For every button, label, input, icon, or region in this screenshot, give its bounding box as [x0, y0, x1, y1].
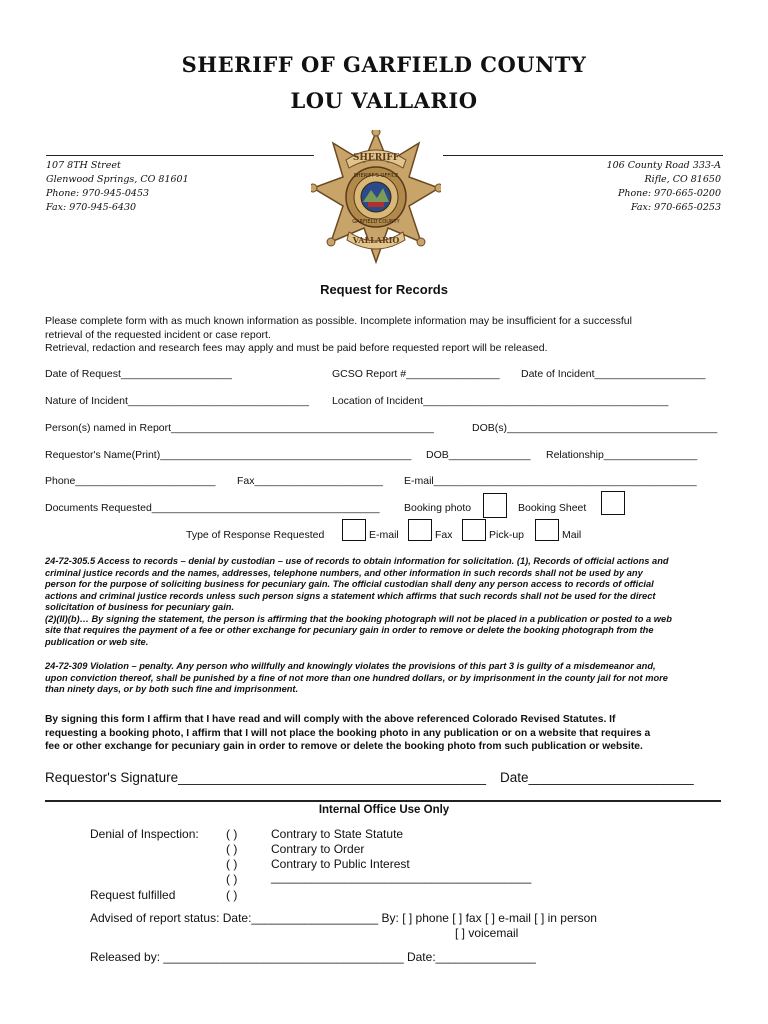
- right-address: [607, 159, 721, 215]
- email-field[interactable]: E-mail_____________________________________________: [404, 475, 697, 487]
- statute-line: solicitation of business for pecuniary gain.: [45, 602, 235, 612]
- badge-ring-top-text: SHERIFF'S OFFICE: [353, 173, 399, 179]
- form-title: Request for Records: [320, 282, 448, 297]
- denial-option-3[interactable]: ( ): [226, 857, 238, 871]
- fulfilled-option[interactable]: ( ): [226, 888, 238, 902]
- badge-ring-bottom-text: GARFIELD COUNTY: [352, 219, 400, 225]
- left-address-line: Fax: 970-945-6430: [46, 202, 137, 213]
- statute-line: criminal justice records and the names, addresses, telephone numbers, and other information in such records shall not be used by any: [45, 567, 643, 578]
- dob-field[interactable]: DOB______________: [426, 449, 531, 461]
- statute-line: person for the purpose of soliciting business for pecuniary gain. The official custodian shall deny any person access to records of official: [45, 579, 654, 589]
- sheriff-name: LOU VALLARIO: [290, 88, 478, 113]
- affirmation-line: requesting a booking photo, I affirm that I will not place the booking photo in any publication or on a website that requires a: [45, 727, 651, 739]
- header-left-rule: [46, 155, 314, 156]
- response-pickup-checkbox[interactable]: [462, 519, 486, 541]
- intro-line: Please complete form with as much known information as possible. Incomplete information may be insufficient for a successful: [45, 315, 632, 327]
- booking-photo-checkbox[interactable]: [483, 493, 507, 518]
- violation-text: [45, 661, 725, 696]
- statute-line: publication or web site.: [45, 636, 149, 647]
- advised-status-row[interactable]: Advised of report status: Date:___________________ By: [ ] phone [ ] fax [ ] e-mail [ ] in person: [90, 911, 597, 925]
- intro-line: Retrieval, redaction and research fees may apply and must be paid before requested report will be released.: [45, 342, 548, 354]
- affirmation-line: By signing this form I affirm that I have read and will comply with the above referenced Colorado Revised Statutes. If: [45, 714, 616, 725]
- left-address-line: Glenwood Springs, CO 81601: [46, 174, 189, 185]
- response-email-label: E-mail: [369, 529, 399, 541]
- gcso-report-field[interactable]: GCSO Report #________________: [332, 368, 500, 380]
- denial-option-2[interactable]: ( ): [226, 842, 238, 856]
- denial-label: Denial of Inspection:: [90, 827, 199, 841]
- violation-line: 24-72-309 Violation – penalty. Any person who willfully and knowingly violates the provisions of this part 3 is guilty of a misdemeanor and,: [45, 661, 656, 671]
- right-address-line: 106 County Road 333-A: [606, 160, 721, 171]
- statute-line: (2)(II)(b)… By signing the statement, the person is affirming that the booking photograph will not be placed in a publication or posted to a web: [45, 613, 672, 624]
- booking-photo-label: Booking photo: [404, 502, 472, 514]
- reason-public-interest: Contrary to Public Interest: [271, 857, 410, 871]
- phone-field[interactable]: Phone________________________: [45, 475, 216, 487]
- denial-option-1[interactable]: ( ): [226, 827, 238, 841]
- intro-line: retrieval of the requested incident or case report.: [45, 328, 271, 341]
- right-address-line: Rifle, CO 81650: [644, 174, 721, 185]
- right-address-line: Fax: 970-665-0253: [630, 202, 721, 213]
- header-right-rule: [443, 155, 723, 156]
- response-mail-checkbox[interactable]: [535, 519, 559, 541]
- right-address-line: Phone: 970-665-0200: [617, 188, 721, 199]
- fax-field[interactable]: Fax______________________: [237, 475, 383, 487]
- left-address-line: Phone: 970-945-0453: [46, 188, 150, 199]
- violation-line: upon conviction thereof, shall be punished by a fine of not more than one hundred dollars, or by imprisonment in the county jail for not more: [45, 672, 668, 683]
- response-pickup-label: Pick-up: [489, 529, 525, 541]
- reason-state-statute: Contrary to State Statute: [271, 827, 404, 841]
- request-fulfilled-label: Request fulfilled: [90, 888, 176, 902]
- dobs-field[interactable]: DOB(s)____________________________________: [472, 422, 718, 434]
- affirmation-line: fee or other exchange for pecuniary gain in order to remove or delete the booking photo from such publication or website.: [45, 741, 643, 752]
- statute-line: 24-72-305.5 Access to records – denial by custodian – use of records to obtain information for solicitation. (1), Records of official actions and: [45, 556, 669, 566]
- response-fax-checkbox[interactable]: [408, 519, 432, 541]
- released-by-field[interactable]: Released by: ____________________________________ Date:_______________: [90, 950, 536, 964]
- booking-sheet-checkbox[interactable]: [601, 491, 625, 515]
- nature-of-incident-field[interactable]: Nature of Incident_______________________________: [45, 395, 309, 407]
- date-of-incident-field[interactable]: Date of Incident___________________: [521, 368, 706, 380]
- denial-option-4[interactable]: ( ): [226, 872, 238, 886]
- voicemail-option[interactable]: [ ] voicemail: [455, 926, 519, 940]
- statute-line: site that requires the payment of a fee or other exchange for pecuniary gain in order to remove or delete the booking photograph from the: [45, 625, 654, 635]
- internal-heading: Internal Office Use Only: [318, 804, 450, 816]
- reason-other-field[interactable]: _______________________________________: [271, 870, 532, 884]
- sheriff-badge-icon: [311, 130, 441, 266]
- date-of-request-field[interactable]: Date of Request___________________: [45, 368, 232, 380]
- persons-named-field[interactable]: Person(s) named in Report_____________________________________________: [45, 422, 434, 434]
- booking-sheet-label: Booking Sheet: [518, 502, 587, 514]
- left-address-line: 107 8TH Street: [46, 160, 121, 171]
- statute-text: [45, 556, 725, 648]
- location-of-incident-field[interactable]: Location of Incident__________________________________________: [332, 395, 669, 407]
- badge-top-text: SHERIFF: [352, 153, 400, 163]
- internal-divider: [45, 800, 721, 802]
- agency-title: SHERIFF OF GARFIELD COUNTY: [181, 52, 587, 77]
- affirmation-text: [45, 713, 725, 754]
- reason-order: Contrary to Order: [271, 842, 365, 856]
- statute-line: actions and criminal justice records unless such person signs a statement which affirms that such records shall not be used for the direct: [45, 590, 656, 601]
- response-fax-label: Fax: [435, 529, 453, 541]
- requestor-name-field[interactable]: Requestor's Name(Print)___________________________________________: [45, 449, 412, 461]
- response-email-checkbox[interactable]: [342, 519, 366, 541]
- violation-line: than ninety days, or by both such fine and imprisonment.: [45, 684, 299, 694]
- relationship-field[interactable]: Relationship________________: [546, 449, 698, 461]
- badge-bottom-text: VALLARIO: [352, 235, 400, 245]
- requestor-signature-field[interactable]: Requestor's Signature_________________________________________: [45, 770, 486, 785]
- response-mail-label: Mail: [562, 529, 582, 541]
- left-address: [46, 159, 189, 215]
- response-type-label: Type of Response Requested: [186, 529, 325, 541]
- documents-requested-field[interactable]: Documents Requested_______________________________________: [45, 502, 380, 514]
- signature-date-field[interactable]: Date______________________: [500, 770, 694, 785]
- intro-text: [45, 315, 632, 356]
